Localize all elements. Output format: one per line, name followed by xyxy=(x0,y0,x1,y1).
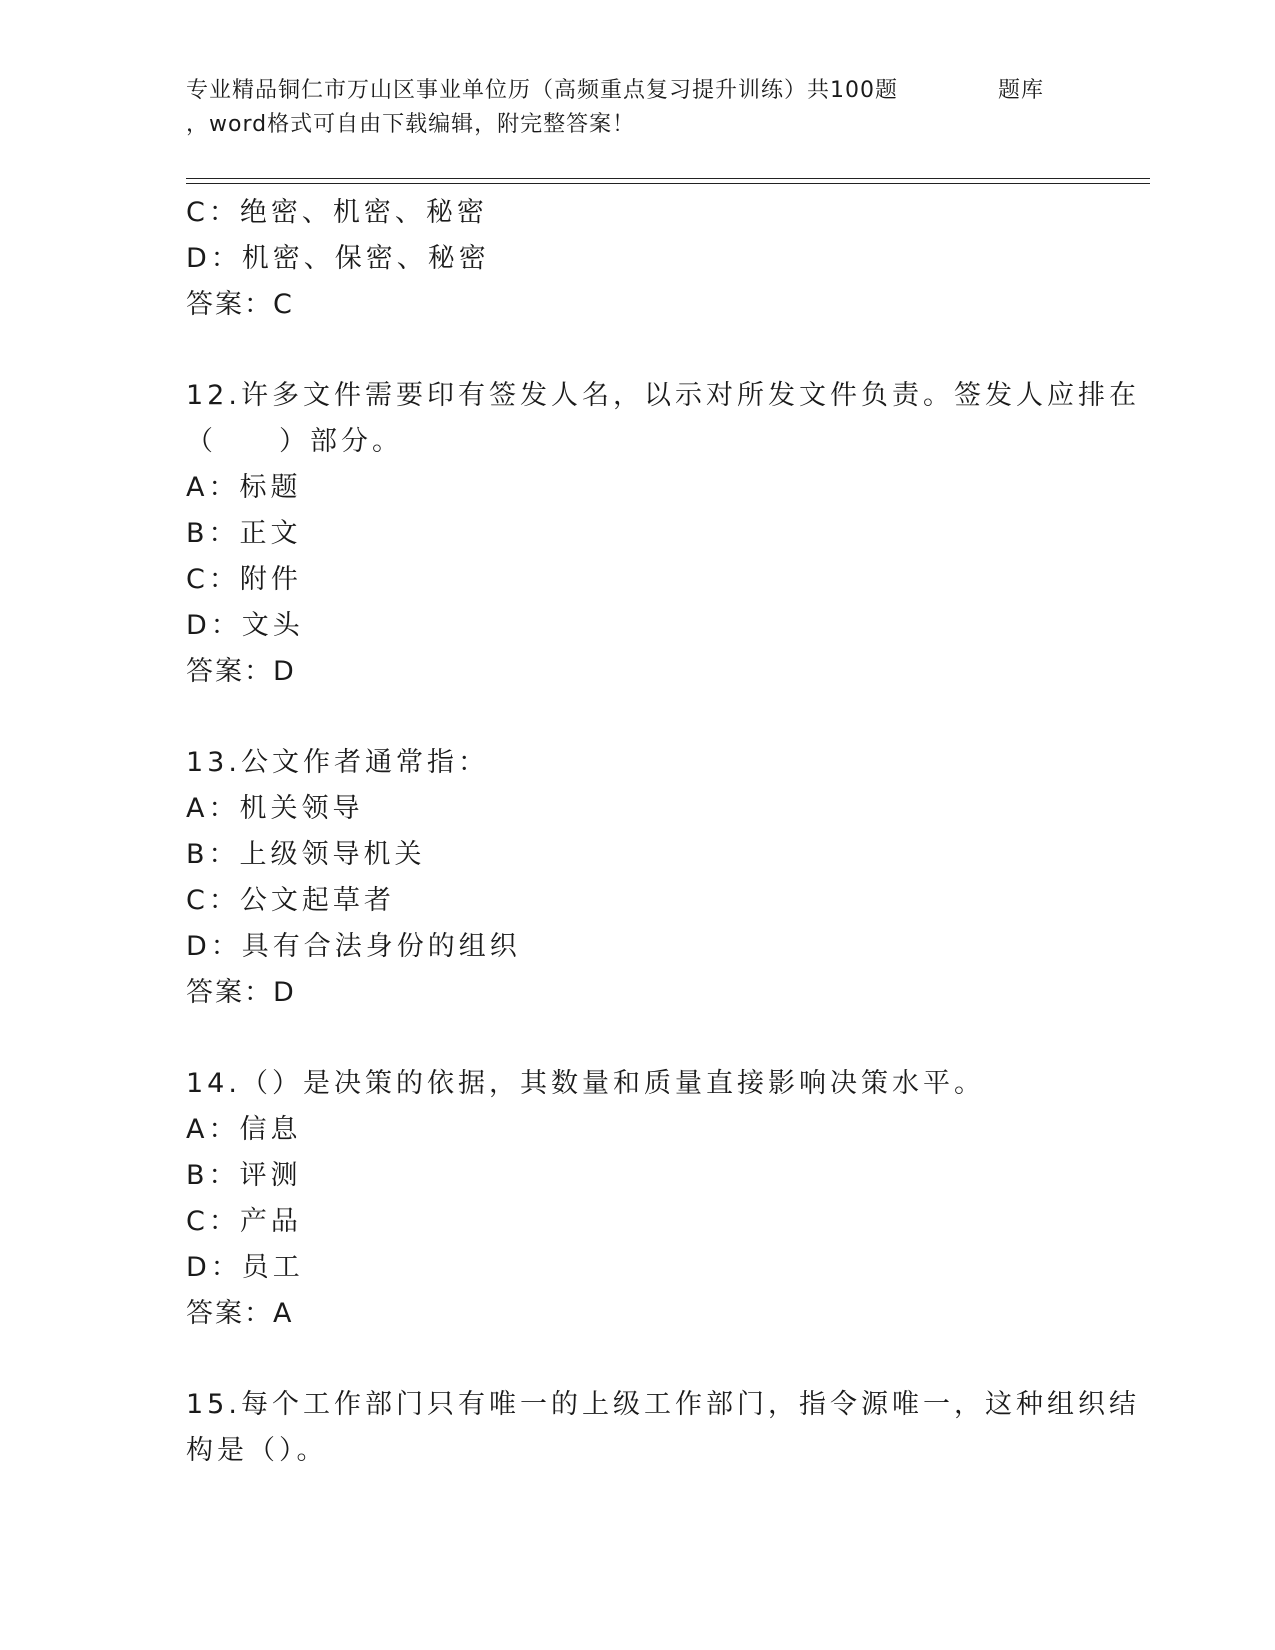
header-title: 专业精品铜仁市万山区事业单位历（高频重点复习提升训练）共100题 xyxy=(186,78,898,103)
option-d: D：文头 xyxy=(186,610,304,641)
question-block-12 xyxy=(186,373,1140,695)
page-header xyxy=(186,74,1086,142)
option-c: C：产品 xyxy=(186,1206,302,1237)
option-b: B：正文 xyxy=(186,518,302,549)
question-stem: 13.公文作者通常指： xyxy=(186,747,489,778)
question-block-11 xyxy=(186,190,1086,328)
option-a: A：信息 xyxy=(186,1114,302,1145)
question-stem: 14.（）是决策的依据，其数量和质量直接影响决策水平。 xyxy=(186,1068,985,1099)
question-stem-continued: 构是（）。 xyxy=(186,1435,328,1466)
header-line-1 xyxy=(186,74,1086,108)
header-rule-bottom xyxy=(186,183,1150,184)
option-a: A：标题 xyxy=(186,472,302,503)
question-list xyxy=(186,190,1140,1474)
answer-line: 答案：C xyxy=(186,289,294,320)
header-tag: 题库 xyxy=(997,78,1044,103)
question-block-13 xyxy=(186,740,1086,1016)
option-d: D：机密、保密、秘密 xyxy=(186,243,490,274)
question-stem: 12.许多文件需要印有签发人名，以示对所发文件负责。签发人应排在 xyxy=(186,380,1140,411)
header-line-2: ，word格式可自由下载编辑，附完整答案！ xyxy=(186,112,636,137)
option-b: B：评测 xyxy=(186,1160,302,1191)
question-stem: 15.每个工作部门只有唯一的上级工作部门，指令源唯一，这种组织结 xyxy=(186,1389,1140,1420)
answer-line: 答案：D xyxy=(186,977,296,1008)
option-d: D：具有合法身份的组织 xyxy=(186,931,521,962)
header-rule-top xyxy=(186,178,1150,179)
question-block-15 xyxy=(186,1382,1140,1474)
option-c: C：附件 xyxy=(186,564,302,595)
question-stem-continued: （ ）部分。 xyxy=(186,426,403,457)
question-block-14 xyxy=(186,1061,1086,1337)
answer-line: 答案：D xyxy=(186,656,296,687)
option-c: C：绝密、机密、秘密 xyxy=(186,197,488,228)
option-c: C：公文起草者 xyxy=(186,885,395,916)
answer-line: 答案：A xyxy=(186,1298,294,1329)
option-b: B：上级领导机关 xyxy=(186,839,426,870)
option-a: A：机关领导 xyxy=(186,793,364,824)
option-d: D：员工 xyxy=(186,1252,304,1283)
